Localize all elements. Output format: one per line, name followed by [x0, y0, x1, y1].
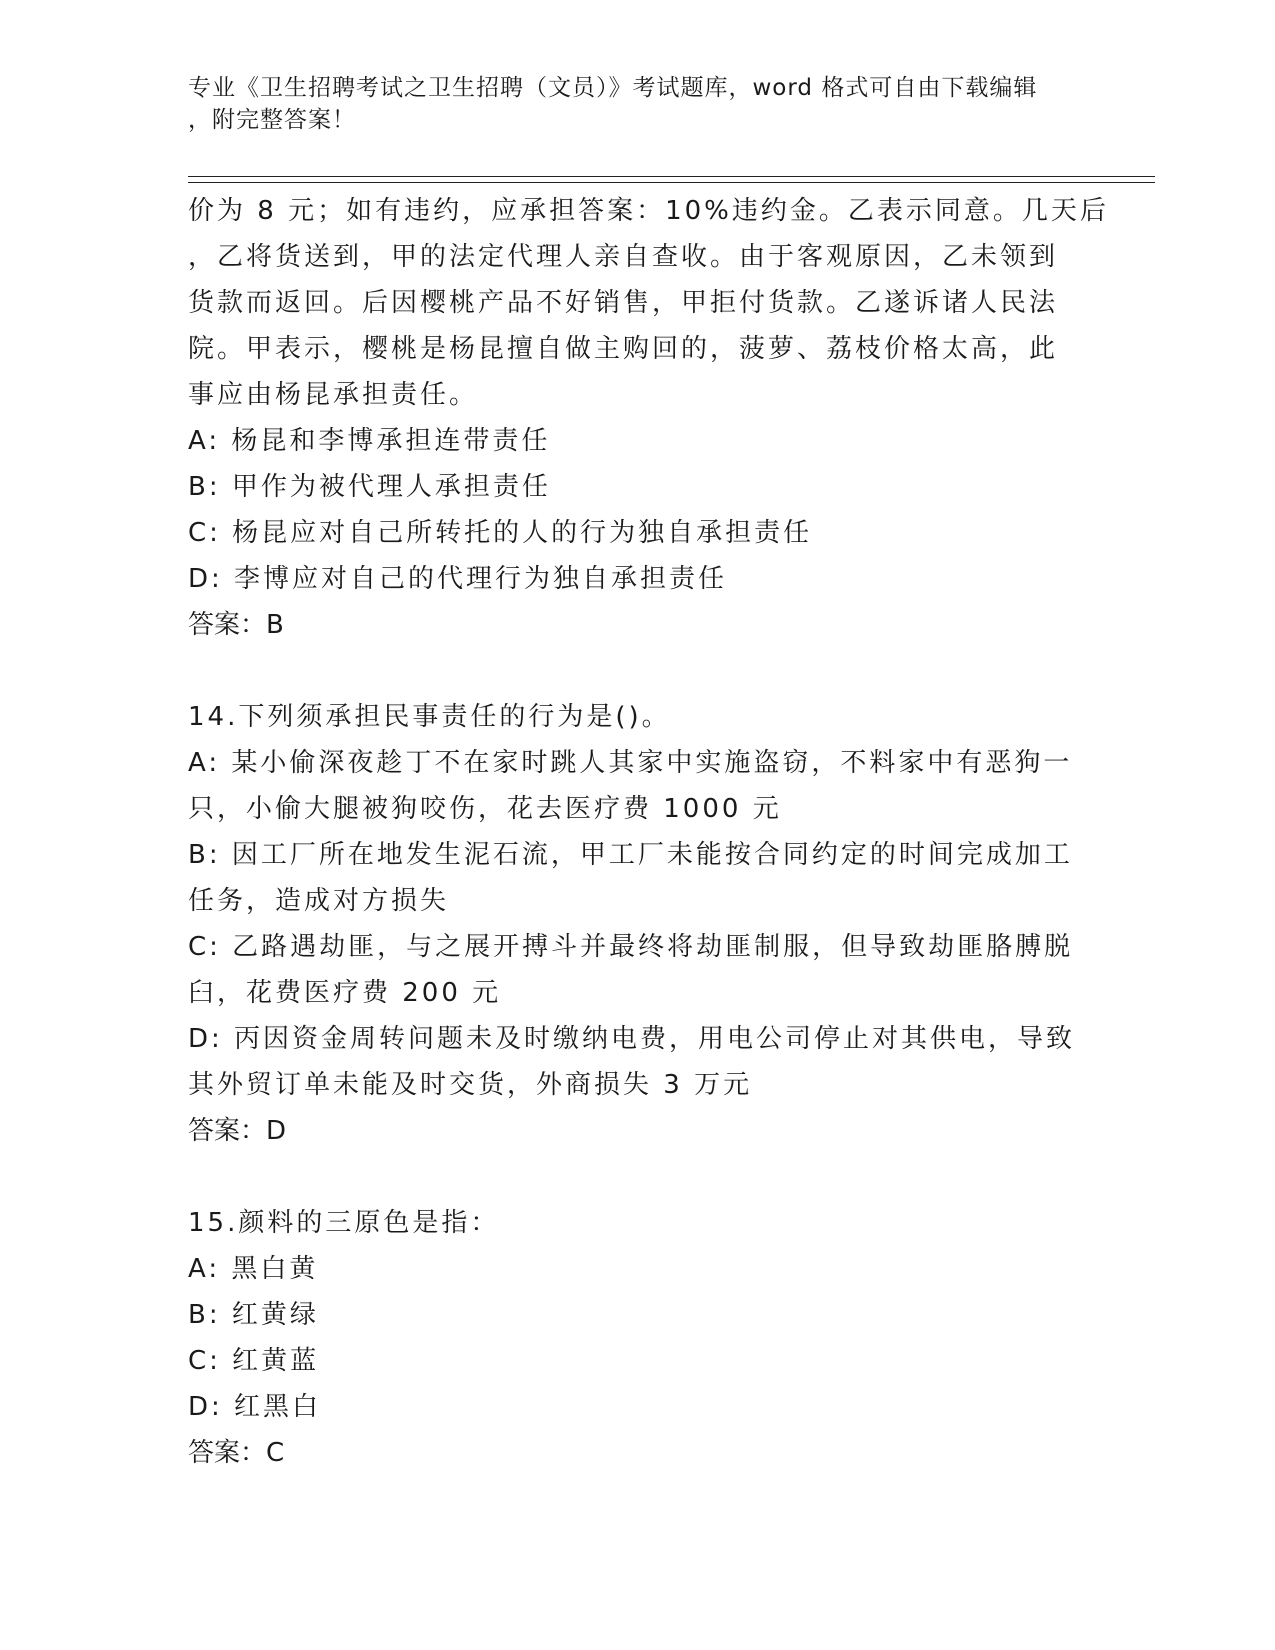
- q13-option-c: C: 杨昆应对自己所转托的人的行为独自承担责任: [188, 518, 813, 548]
- q14-option-b-line: B: 因工厂所在地发生泥石流，甲工厂未能按合同约定的时间完成加工: [188, 840, 1073, 870]
- q15-option-c: C: 红黄蓝: [188, 1346, 320, 1376]
- header-line-1: 专业《卫生招聘考试之卫生招聘（文员）》考试题库，word 格式可自由下载编辑: [188, 75, 1038, 101]
- q13-stem-line: 货款而返回。后因樱桃产品不好销售，甲拒付货款。乙遂诉诸人民法: [188, 288, 1059, 318]
- q13-stem-line: 价为 8 元；如有违约，应承担答案：10%违约金。乙表示同意。几天后: [188, 196, 1109, 226]
- question-content: [188, 188, 1109, 1476]
- question-13-block: [188, 188, 1109, 648]
- q15-option-d: D: 红黑白: [188, 1392, 322, 1422]
- q14-option-c-line: 臼，花费医疗费 200 元: [188, 978, 502, 1008]
- q13-option-a: A: 杨昆和李博承担连带责任: [188, 426, 551, 456]
- q14-option-c-line: C: 乙路遇劫匪，与之展开搏斗并最终将劫匪制服，但导致劫匪胳膊脱: [188, 932, 1074, 962]
- q15-option-a: A: 黑白黄: [188, 1254, 319, 1284]
- q13-option-b: B: 甲作为被代理人承担责任: [188, 472, 551, 502]
- q14-option-b-line: 任务，造成对方损失: [188, 886, 450, 916]
- q13-answer: 答案：B: [188, 610, 284, 640]
- header-line-2: ，附完整答案！: [188, 107, 356, 133]
- q14-option-a-line: A: 某小偷深夜趁丁不在家时跳人其家中实施盗窃，不料家中有恶狗一: [188, 748, 1073, 778]
- q13-option-d: D: 李博应对自己的代理行为独自承担责任: [188, 564, 728, 594]
- q15-option-b: B: 红黄绿: [188, 1300, 319, 1330]
- q14-option-a-line: 只，小偷大腿被狗咬伤，花去医疗费 1000 元: [188, 794, 782, 824]
- q14-stem: 14.下列须承担民事责任的行为是()。: [188, 702, 671, 732]
- question-14-block: [188, 694, 1088, 1154]
- q13-stem-line: 院。甲表示，樱桃是杨昆擅自做主购回的，菠萝、荔枝价格太高，此: [188, 334, 1059, 364]
- q14-option-d-line: D: 丙因资金周转问题未及时缴纳电费，用电公司停止对其供电，导致: [188, 1024, 1076, 1054]
- header-rule-bottom: [188, 182, 1155, 183]
- header-rule-top: [188, 176, 1155, 177]
- document-header: [188, 72, 1088, 136]
- q13-stem-line: ，乙将货送到，甲的法定代理人亲自查收。由于客观原因，乙未领到: [188, 242, 1059, 272]
- spacer: [188, 1154, 1088, 1200]
- spacer: [188, 648, 1088, 694]
- question-15-block: [188, 1200, 1088, 1476]
- q15-stem: 15.颜料的三原色是指：: [188, 1208, 500, 1238]
- q14-answer: 答案：D: [188, 1116, 287, 1146]
- q13-stem-line: 事应由杨昆承担责任。: [188, 380, 479, 410]
- q15-answer: 答案：C: [188, 1438, 285, 1468]
- q14-option-d-line: 其外贸订单未能及时交货，外商损失 3 万元: [188, 1070, 753, 1100]
